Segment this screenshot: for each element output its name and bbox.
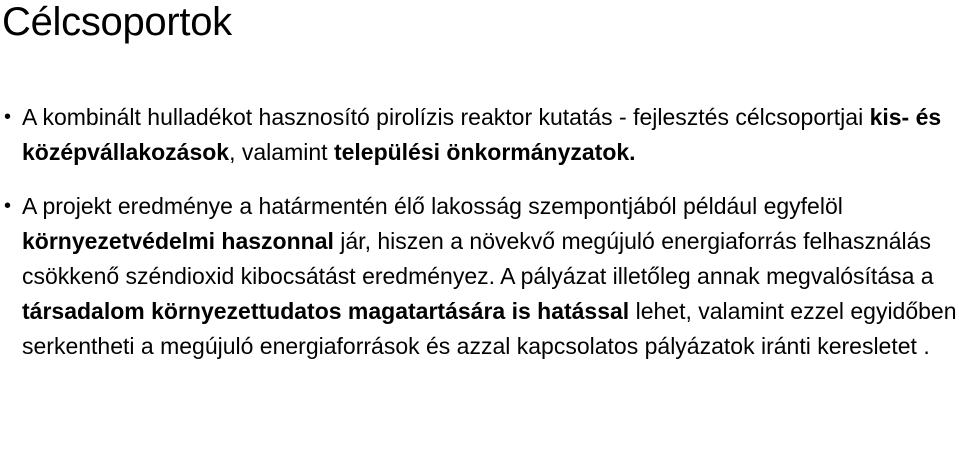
bullet-text-segment: A kombinált hulladékot hasznosító pirolízis reaktor kutatás - fejlesztés célcsoportjai — [22, 104, 870, 130]
bullet-dot-icon: • — [4, 106, 12, 128]
bullet-text-segment: jár, hiszen a növekvő megújuló energiaforrás felhasználás csökkenő széndioxid kibocsátást eredményez. A pályázat illetőleg annak megvalósítása a — [22, 228, 934, 289]
bullet-list — [0, 100, 959, 364]
bullet-text-segment: A projekt eredménye a határmentén élő lakosság szempontjából például egyfelöl — [22, 193, 843, 219]
bullet-text — [22, 193, 957, 359]
bullet-item — [0, 100, 959, 170]
bullet-text-segment: lehet, valamint ezzel egyidőben serkentheti a megújuló energiaforrások és azzal kapcsolatos pályázatok iránti keresletet . — [22, 298, 957, 359]
slide-title: Célcsoportok — [2, 0, 232, 44]
bullet-text-bold: környezetvédelmi haszonnal — [22, 228, 334, 254]
bullet-text-segment: , valamint — [229, 139, 334, 165]
bullet-dot-icon: • — [4, 195, 12, 217]
bullet-text-bold: társadalom környezettudatos magatartására is hatással — [22, 298, 630, 324]
bullet-text-bold: kis- és középvállakozások — [22, 104, 942, 165]
bullet-item — [0, 189, 959, 364]
bullet-text-bold: települési önkormányzatok. — [333, 139, 636, 165]
bullet-text — [22, 104, 941, 165]
